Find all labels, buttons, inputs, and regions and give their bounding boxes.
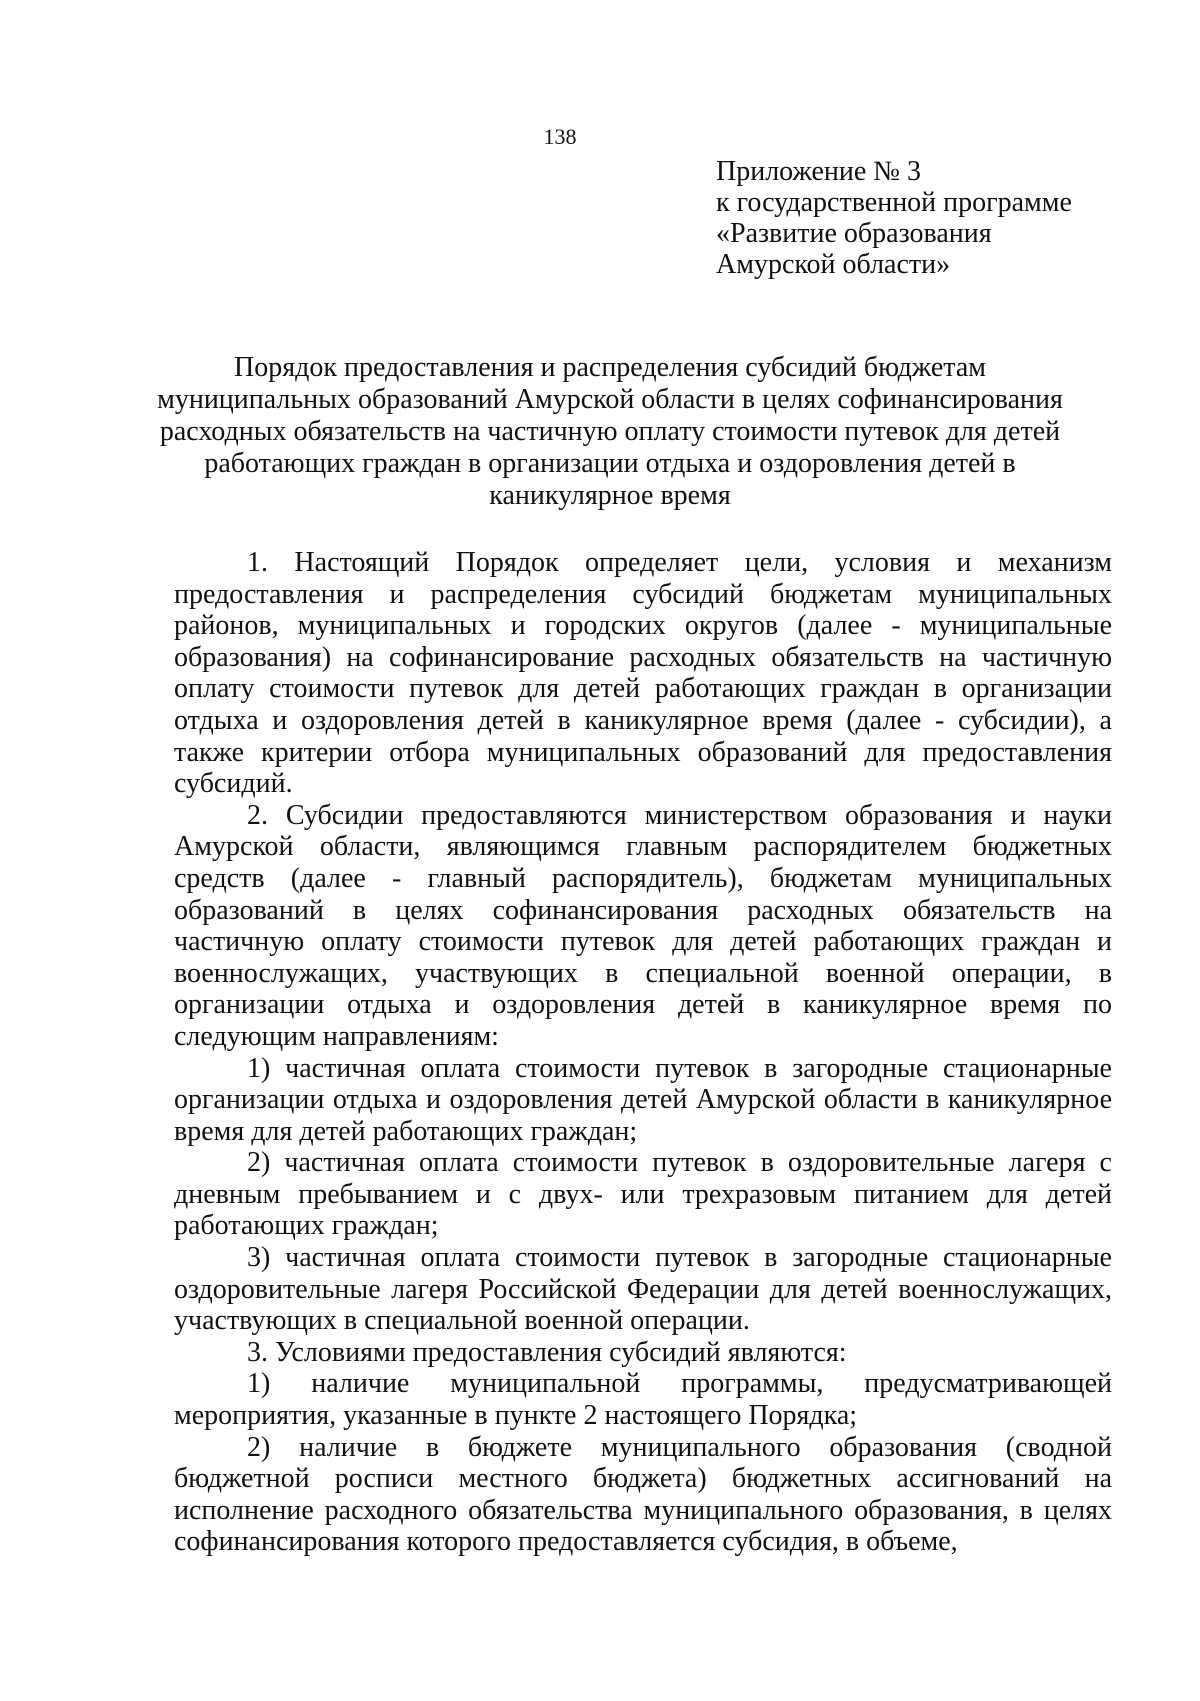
paragraph	[174, 1368, 1112, 1431]
paragraph	[174, 1053, 1112, 1148]
paragraph-line: Амурской области, являющимся главным распорядителем бюджетных	[174, 831, 1112, 863]
paragraph-line: частичную оплату стоимости путевок для детей работающих граждан и	[174, 926, 1112, 958]
paragraph-line: организации отдыха и оздоровления детей в каникулярное время по	[174, 989, 1112, 1021]
paragraph-line: также критерии отбора муниципальных образований для предоставления	[174, 736, 1112, 768]
appendix-line: Приложение № 3	[716, 156, 921, 187]
paragraph-line: оплату стоимости путевок для детей работающих граждан в организации	[174, 673, 1112, 705]
appendix-line: «Развитие образования	[716, 218, 992, 249]
paragraph-line: дневным пребыванием и с двух- или трехразовым питанием для детей	[174, 1178, 1112, 1210]
paragraph-line: военнослужащих, участвующих в специальной военной операции, в	[174, 957, 1112, 989]
title-line: Порядок предоставления и распределения субсидий бюджетам	[234, 352, 986, 383]
paragraph-line: субсидий.	[174, 768, 293, 800]
paragraph-line: отдыха и оздоровления детей в каникулярное время (далее - субсидии), а	[174, 704, 1112, 736]
paragraph-line: время для детей работающих граждан;	[174, 1115, 638, 1147]
paragraph-line: районов, муниципальных и городских округов (далее - муниципальные	[174, 610, 1112, 642]
document-title	[150, 352, 1070, 512]
appendix-line: к государственной программе	[716, 187, 1072, 218]
paragraph-line: 2) наличие в бюджете муниципального образования (сводной	[247, 1431, 1112, 1463]
paragraph-line: 1) наличие муниципальной программы, предусматривающей	[247, 1368, 1112, 1400]
paragraph-line: оздоровительные лагеря Российской Федерации для детей военнослужащих,	[174, 1273, 1112, 1305]
paragraph-line: 3. Условиями предоставления субсидий являются:	[247, 1336, 847, 1368]
paragraph-line: 2) частичная оплата стоимости путевок в оздоровительные лагеря с	[247, 1147, 1112, 1179]
paragraph-line: бюджетной росписи местного бюджета) бюджетных ассигнований на	[174, 1463, 1112, 1495]
appendix-line: Амурской области»	[716, 249, 951, 280]
paragraph-line: работающих граждан;	[174, 1210, 439, 1242]
paragraph	[174, 1432, 1112, 1558]
paragraph-line: средств (далее - главный распорядитель), бюджетам муниципальных	[174, 862, 1112, 894]
title-line: работающих граждан в организации отдыха и оздоровления детей в	[204, 448, 1016, 479]
title-line: муниципальных образований Амурской области в целях софинансирования	[157, 384, 1063, 415]
paragraph	[174, 1242, 1112, 1337]
paragraph	[174, 1337, 1112, 1369]
title-line: расходных обязательств на частичную оплату стоимости путевок для детей	[159, 416, 1061, 447]
paragraph-line: 3) частичная оплата стоимости путевок в загородные стационарные	[247, 1242, 1112, 1274]
paragraph	[174, 1147, 1112, 1242]
paragraph	[174, 547, 1112, 800]
paragraph-line: 2. Субсидии предоставляются министерством образования и науки	[247, 799, 1112, 831]
page-number: 138	[543, 124, 577, 149]
paragraph-line: 1) частичная оплата стоимости путевок в загородные стационарные	[247, 1052, 1112, 1084]
paragraph-line: исполнение расходного обязательства муниципального образования, в целях	[174, 1494, 1112, 1526]
paragraph-line: образования) на софинансирование расходных обязательств на частичную	[174, 641, 1112, 673]
paragraph-line: следующим направлениям:	[174, 1020, 499, 1052]
paragraph-line: образований в целях софинансирования расходных обязательств на	[174, 894, 1112, 926]
title-line: каникулярное время	[489, 480, 731, 511]
paragraph	[174, 800, 1112, 1053]
appendix-reference	[716, 156, 1156, 280]
document-body	[174, 547, 1112, 1558]
paragraph-line: мероприятия, указанные в пункте 2 настоящего Порядка;	[174, 1400, 858, 1432]
paragraph-line: организации отдыха и оздоровления детей Амурской области в каникулярное	[174, 1084, 1112, 1116]
paragraph-line: 1. Настоящий Порядок определяет цели, условия и механизм	[247, 547, 1112, 578]
paragraph-line: предоставления и распределения субсидий бюджетам муниципальных	[174, 578, 1112, 610]
paragraph-line: софинансирования которого предоставляется субсидия, в объеме,	[174, 1526, 958, 1558]
paragraph-line: участвующих в специальной военной операции.	[174, 1305, 750, 1337]
